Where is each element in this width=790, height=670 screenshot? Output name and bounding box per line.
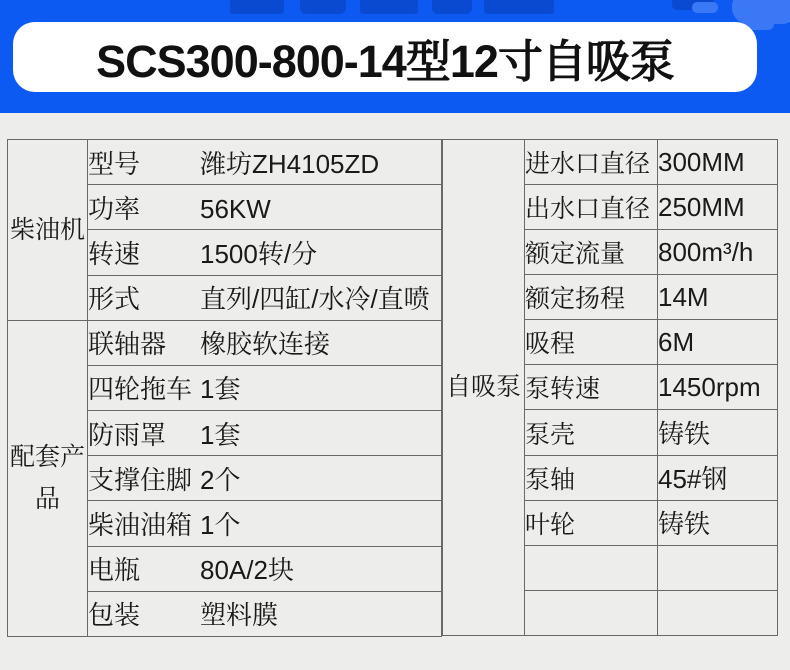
- spec-value: 300MM: [658, 140, 778, 185]
- spec-value: 铸铁: [658, 410, 778, 455]
- table-row: [443, 140, 778, 185]
- spec-value: 橡胶软连接: [200, 329, 331, 360]
- watermark-fragment: [300, 0, 346, 14]
- spec-label: 进水口直径: [525, 140, 658, 185]
- spec-label: 包装: [88, 600, 141, 631]
- spec-label: 形式: [88, 284, 141, 315]
- spec-value: 1450rpm: [658, 365, 778, 410]
- spec-value: 铸铁: [658, 500, 778, 545]
- spec-label: 额定流量: [525, 230, 658, 275]
- spec-value: 1个: [200, 509, 241, 540]
- spec-label: 泵轴: [525, 455, 658, 500]
- spec-label: 出水口直径: [525, 185, 658, 230]
- spec-label: 联轴器: [88, 329, 167, 360]
- spec-value: [658, 545, 778, 590]
- spec-label: 泵壳: [525, 410, 658, 455]
- spec-value: 1套: [200, 374, 241, 405]
- spec-value: 80A/2块: [200, 555, 294, 586]
- spec-label: 额定扬程: [525, 275, 658, 320]
- spec-label: 叶轮: [525, 500, 658, 545]
- spec-label: 吸程: [525, 320, 658, 365]
- spec-value: 250MM: [658, 185, 778, 230]
- title-banner: [13, 22, 757, 92]
- section-header-pump: 自吸泵: [443, 140, 525, 636]
- spec-value: 潍坊ZH4105ZD: [200, 148, 380, 179]
- spec-value: 2个: [200, 464, 241, 495]
- spec-label: 支撑住脚: [88, 464, 193, 495]
- spec-label: 防雨罩: [88, 419, 167, 450]
- spec-value: 14M: [658, 275, 778, 320]
- section-header-accessories: 配套产品: [8, 320, 88, 636]
- product-title: SCS300-800-14型12寸自吸泵: [96, 35, 674, 87]
- spec-label: 泵转速: [525, 365, 658, 410]
- spec-value: 45#钢: [658, 455, 778, 500]
- spec-label: 转速: [88, 238, 141, 269]
- spec-value: 直列/四缸/水冷/直喷: [200, 284, 430, 315]
- pump-spec-table: [442, 139, 778, 636]
- watermark-fragment: [360, 0, 418, 14]
- spec-value: 56KW: [200, 193, 271, 224]
- watermark-fragment: [484, 0, 554, 14]
- spec-label: 柴油油箱: [88, 509, 193, 540]
- spec-value: 800m³/h: [658, 230, 778, 275]
- spec-value: 塑料膜: [200, 600, 279, 631]
- watermark-fragment: [432, 0, 472, 14]
- spec-label: 型号: [88, 148, 141, 179]
- spec-label: 电瓶: [88, 555, 141, 586]
- spec-value: 1套: [200, 419, 241, 450]
- spec-value: [658, 590, 778, 635]
- diesel-accessories-table: [7, 139, 442, 637]
- spec-label: 功率: [88, 193, 141, 224]
- spec-value: 6M: [658, 320, 778, 365]
- spec-value: 1500转/分: [200, 238, 318, 269]
- section-header-diesel-engine: 柴油机: [8, 140, 88, 321]
- table-row: [8, 140, 442, 185]
- corner-decoration: [692, 2, 718, 13]
- spec-label: [525, 545, 658, 590]
- watermark-fragment: [230, 0, 284, 14]
- table-row: [8, 320, 442, 365]
- spec-label: 四轮拖车: [88, 374, 193, 405]
- spec-label: [525, 590, 658, 635]
